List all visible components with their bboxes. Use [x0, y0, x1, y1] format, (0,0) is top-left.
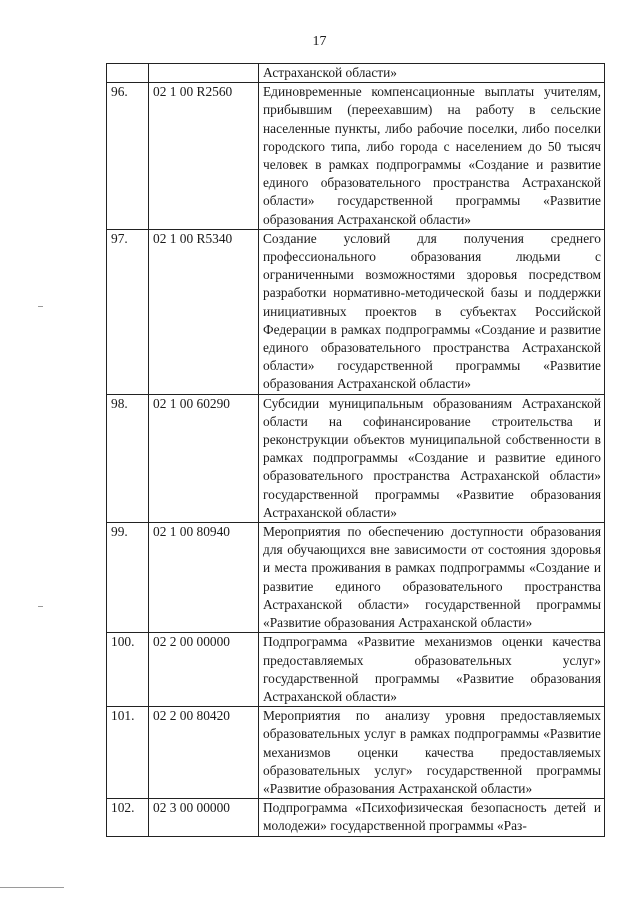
row-description: Единовременные компенсационные выплаты учителям, прибывшим (переехавшим) на работу в сельские населенные пункты, либо рабочие поселки, либо поселки городского типа, либо города с населением до 50 тысяч человек в рамках подпрограммы «Создание и развитие единого образовательного пространства Астраханской области» государственной программы «Развитие образования Астраханской области»	[259, 83, 605, 230]
row-description: Астраханской области»	[259, 64, 605, 83]
row-description: Мероприятия по обеспечению доступности образования для обучающихся вне зависимости от состояния здоровья и места проживания в рамках подпрограммы «Создание и развитие единого образовательного пространства Астраханской области» государственной программы «Развитие образования Астраханской области»	[259, 523, 605, 633]
page-number: 17	[312, 34, 327, 49]
row-number: 100.	[107, 633, 149, 707]
row-number: 99.	[107, 523, 149, 633]
table-row	[107, 83, 605, 230]
scan-speck	[38, 606, 43, 607]
table-row	[107, 707, 605, 799]
row-code: 02 1 00 60290	[149, 394, 259, 522]
table-row	[107, 394, 605, 522]
scan-speck	[38, 306, 43, 307]
row-number	[107, 64, 149, 83]
row-code: 02 2 00 00000	[149, 633, 259, 707]
table-row	[107, 64, 605, 83]
table-row	[107, 523, 605, 633]
row-number: 96.	[107, 83, 149, 230]
row-code: 02 1 00 R2560	[149, 83, 259, 230]
table-row	[107, 229, 605, 394]
table-row	[107, 633, 605, 707]
row-number: 102.	[107, 799, 149, 836]
table-row	[107, 799, 605, 836]
row-description: Субсидии муниципальным образованиям Астраханской области на софинансирование строительства и реконструкции объектов муниципальной собственности в рамках подпрограммы «Создание и развитие единого образовательного пространства Астраханской области» государственной программы «Развитие образования Астраханской области»	[259, 394, 605, 522]
row-number: 97.	[107, 229, 149, 394]
row-code: 02 1 00 R5340	[149, 229, 259, 394]
budget-codes-table	[106, 63, 605, 837]
row-description: Мероприятия по анализу уровня предоставляемых образовательных услуг в рамках подпрограммы «Развитие механизмов оценки качества предоставляемых образовательных услуг» государственной программы «Развитие образования Астраханской области»	[259, 707, 605, 799]
row-code: 02 1 00 80940	[149, 523, 259, 633]
row-code: 02 3 00 00000	[149, 799, 259, 836]
row-number: 98.	[107, 394, 149, 522]
row-description: Подпрограмма «Развитие механизмов оценки качества предоставляемых образовательных услуг» государственной программы «Развитие образования Астраханской области»	[259, 633, 605, 707]
footer-divider	[0, 887, 64, 888]
row-description: Создание условий для получения среднего профессионального образования людьми с ограниченными возможностями здоровья посредством разработки нормативно-методической базы и поддержки инициативных проектов в субъектах Российской Федерации в рамках подпрограммы «Создание и развитие единого образовательного пространства Астраханской области» государственной программы «Развитие образования Астраханской области»	[259, 229, 605, 394]
row-number: 101.	[107, 707, 149, 799]
row-code	[149, 64, 259, 83]
row-code: 02 2 00 80420	[149, 707, 259, 799]
row-description: Подпрограмма «Психофизическая безопасность детей и молодежи» государственной программы «Раз-	[259, 799, 605, 836]
